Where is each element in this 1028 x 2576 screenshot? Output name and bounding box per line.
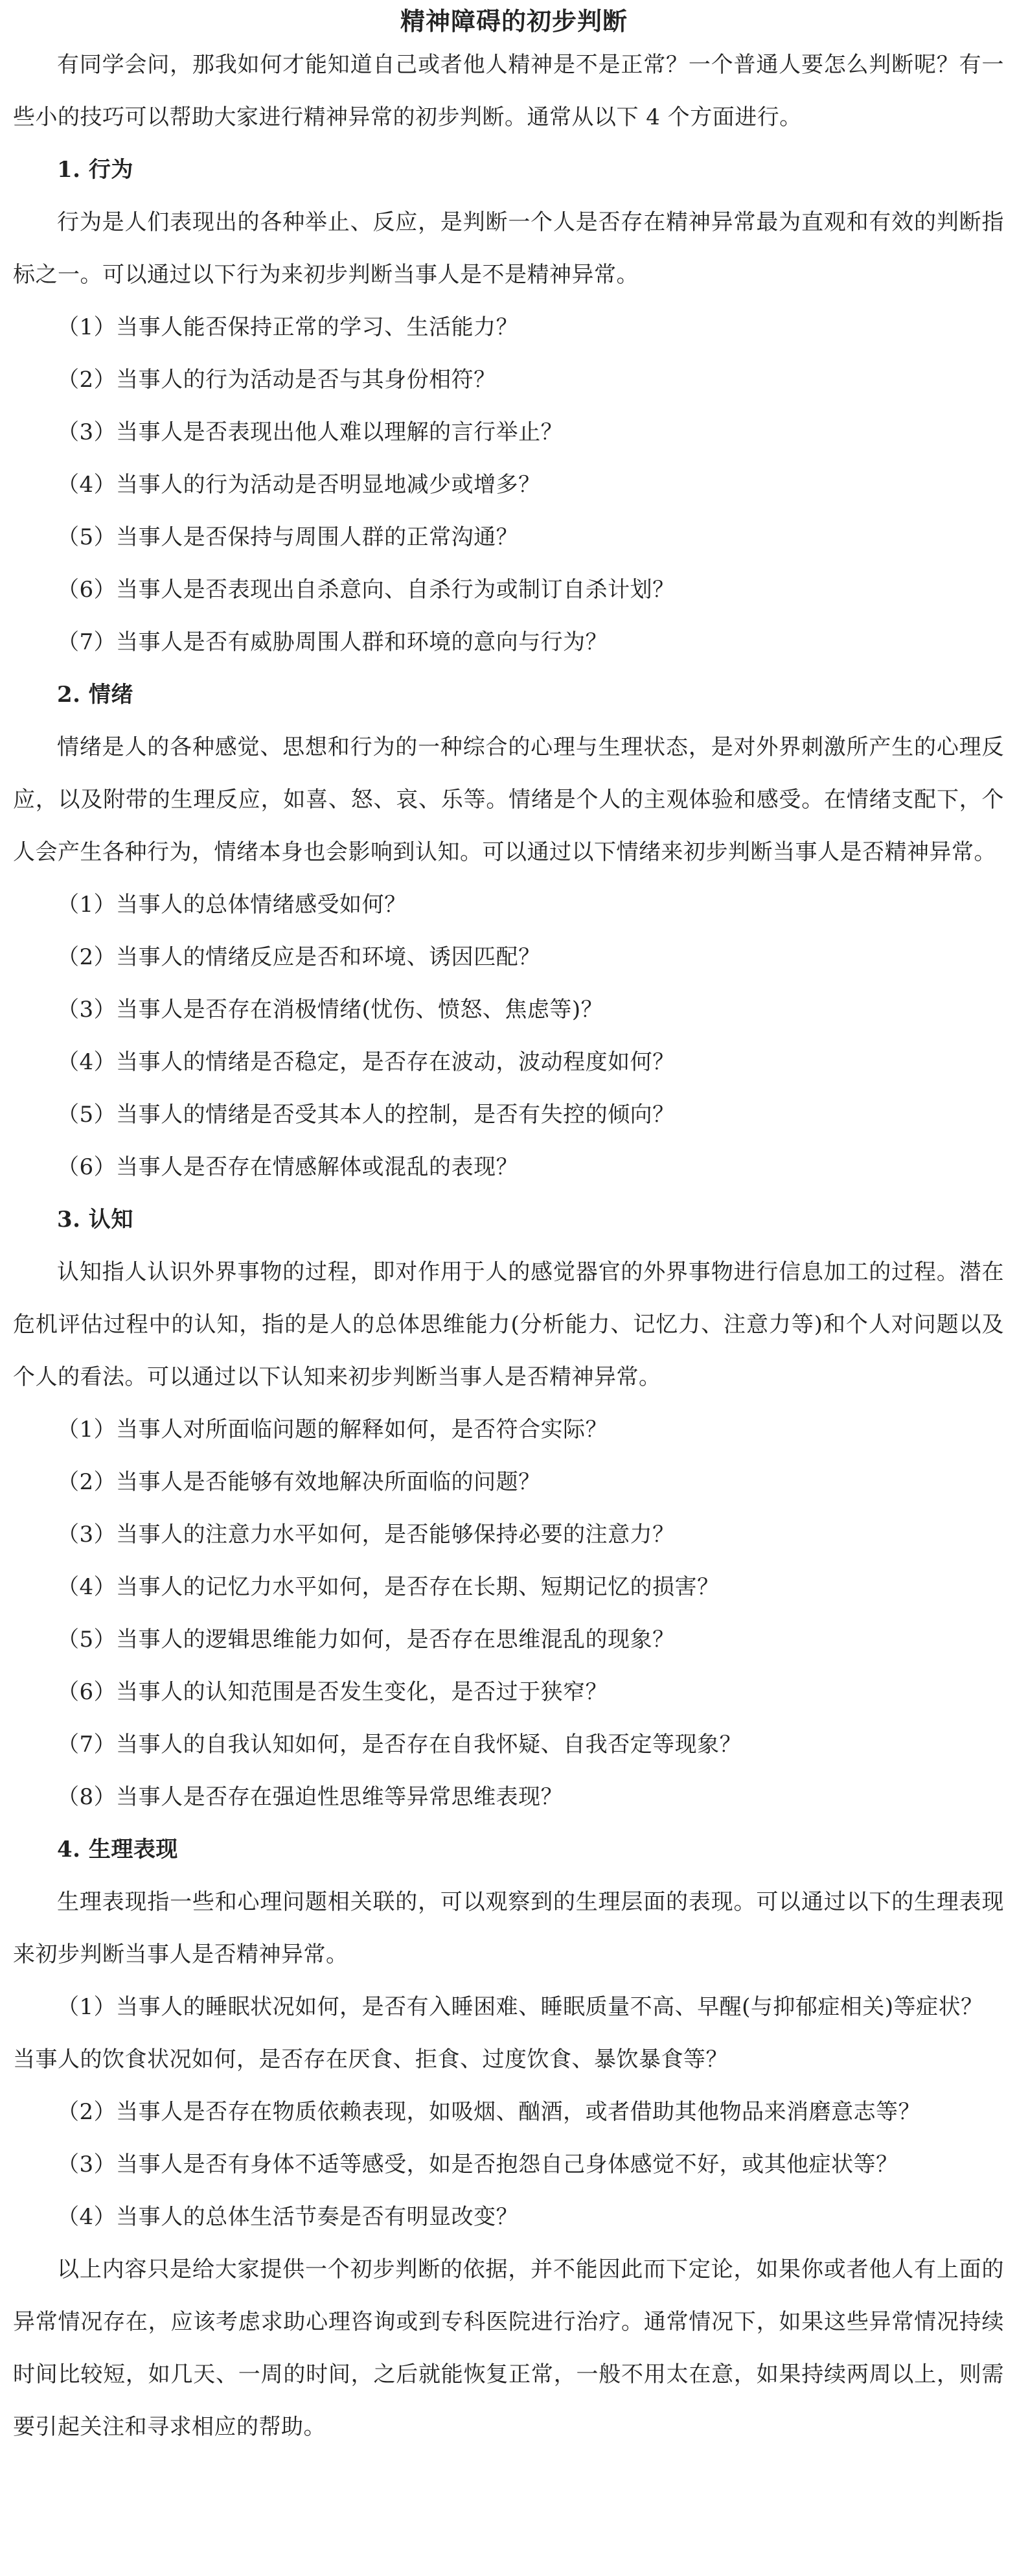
page-title: 精神障碍的初步判断 bbox=[400, 6, 628, 36]
section-paragraph-physiology: 生理表现指一些和心理问题相关联的，可以观察到的生理层面的表现。可以通过以下的生理表现来初步判断当事人是否精神异常。 bbox=[13, 1889, 1004, 1967]
list-item: （4）当事人的情绪是否稳定，是否存在波动，波动程度如何？ bbox=[57, 1049, 675, 1075]
list-item: （3）当事人是否表现出他人难以理解的言行举止？ bbox=[57, 419, 564, 445]
list-item: （3）当事人是否存在消极情绪(忧伤、愤怒、焦虑等)？ bbox=[57, 997, 604, 1023]
section-paragraph-behavior: 行为是人们表现出的各种举止、反应，是判断一个人是否存在精神异常最为直观和有效的判断指标之一。可以通过以下行为来初步判断当事人是不是精神异常。 bbox=[13, 209, 1004, 288]
section-heading-cognition: 3. 认知 bbox=[57, 1207, 133, 1233]
section-paragraph-emotion: 情绪是人的各种感觉、思想和行为的一种综合的心理与生理状态，是对外界刺激所产生的心理反应，以及附带的生理反应，如喜、怒、哀、乐等。情绪是个人的主观体验和感受。在情绪支配下，个人会产生各种行为，情绪本身也会影响到认知。可以通过以下情绪来初步判断当事人是否精神异常。 bbox=[13, 734, 1004, 865]
list-item: （1）当事人对所面临问题的解释如何，是否符合实际？ bbox=[57, 1417, 608, 1443]
list-item: （2）当事人的情绪反应是否和环境、诱因匹配？ bbox=[57, 944, 541, 970]
list-item: （4）当事人的记忆力水平如何，是否存在长期、短期记忆的损害？ bbox=[57, 1574, 720, 1600]
list-item: （3）当事人的注意力水平如何，是否能够保持必要的注意力？ bbox=[57, 1522, 675, 1548]
list-item: （5）当事人的情绪是否受其本人的控制，是否有失控的倾向？ bbox=[57, 1102, 675, 1128]
list-item: （2）当事人是否存在物质依赖表现，如吸烟、酗酒，或者借助其他物品来消磨意志等？ bbox=[57, 2099, 921, 2125]
intro-paragraph: 有同学会问，那我如何才能知道自己或者他人精神是不是正常？一个普通人要怎么判断呢？有一些小的技巧可以帮助大家进行精神异常的初步判断。通常从以下 4 个方面进行。 bbox=[13, 52, 1004, 130]
section-heading-behavior: 1. 行为 bbox=[57, 157, 133, 183]
list-item: （4）当事人的行为活动是否明显地减少或增多？ bbox=[57, 472, 541, 498]
list-item: （1）当事人的总体情绪感受如何？ bbox=[57, 892, 407, 918]
conclusion-paragraph: 以上内容只是给大家提供一个初步判断的依据，并不能因此而下定论，如果你或者他人有上面的异常情况存在，应该考虑求助心理咨询或到专科医院进行治疗。通常情况下，如果这些异常情况持续时间比较短，如几天、一周的时间，之后就能恢复正常，一般不用太在意，如果持续两周以上，则需要引起关注和寻求相应的帮助。 bbox=[13, 2257, 1004, 2440]
list-item: （2）当事人的行为活动是否与其身份相符？ bbox=[57, 367, 496, 393]
list-item: （4）当事人的总体生活节奏是否有明显改变？ bbox=[57, 2204, 519, 2230]
list-item: （3）当事人是否有身体不适等感受，如是否抱怨自己身体感觉不好，或其他症状等？ bbox=[57, 2152, 898, 2177]
list-item: （5）当事人的逻辑思维能力如何，是否存在思维混乱的现象？ bbox=[57, 1627, 675, 1653]
list-item: （6）当事人是否表现出自杀意向、自杀行为或制订自杀计划？ bbox=[57, 577, 675, 603]
section-heading-emotion: 2. 情绪 bbox=[57, 682, 133, 708]
list-item-continuation: 当事人的饮食状况如何，是否存在厌食、拒食、过度饮食、暴饮暴食等？ bbox=[13, 2047, 728, 2072]
section-heading-physiology: 4. 生理表现 bbox=[57, 1837, 178, 1862]
list-item: （1）当事人能否保持正常的学习、生活能力？ bbox=[57, 314, 519, 340]
list-item: （7）当事人的自我认知如何，是否存在自我怀疑、自我否定等现象？ bbox=[57, 1732, 742, 1758]
section-paragraph-cognition: 认知指人认识外界事物的过程，即对作用于人的感觉器官的外界事物进行信息加工的过程。潜在危机评估过程中的认知，指的是人的总体思维能力(分析能力、记忆力、注意力等)和个人对问题以及个人的看法。可以通过以下认知来初步判断当事人是否精神异常。 bbox=[13, 1259, 1004, 1390]
list-item: （1）当事人的睡眠状况如何，是否有入睡困难、睡眠质量不高、早醒(与抑郁症相关)等症状？ bbox=[57, 1994, 983, 2020]
list-item: （6）当事人是否存在情感解体或混乱的表现？ bbox=[57, 1154, 519, 1180]
list-item: （7）当事人是否有威胁周围人群和环境的意向与行为？ bbox=[57, 629, 608, 655]
document-body bbox=[13, 39, 1004, 2454]
list-item: （8）当事人是否存在强迫性思维等异常思维表现？ bbox=[57, 1784, 564, 1810]
list-item: （5）当事人是否保持与周围人群的正常沟通？ bbox=[57, 524, 519, 550]
list-item: （6）当事人的认知范围是否发生变化，是否过于狭窄？ bbox=[57, 1679, 608, 1705]
list-item: （2）当事人是否能够有效地解决所面临的问题？ bbox=[57, 1469, 541, 1495]
